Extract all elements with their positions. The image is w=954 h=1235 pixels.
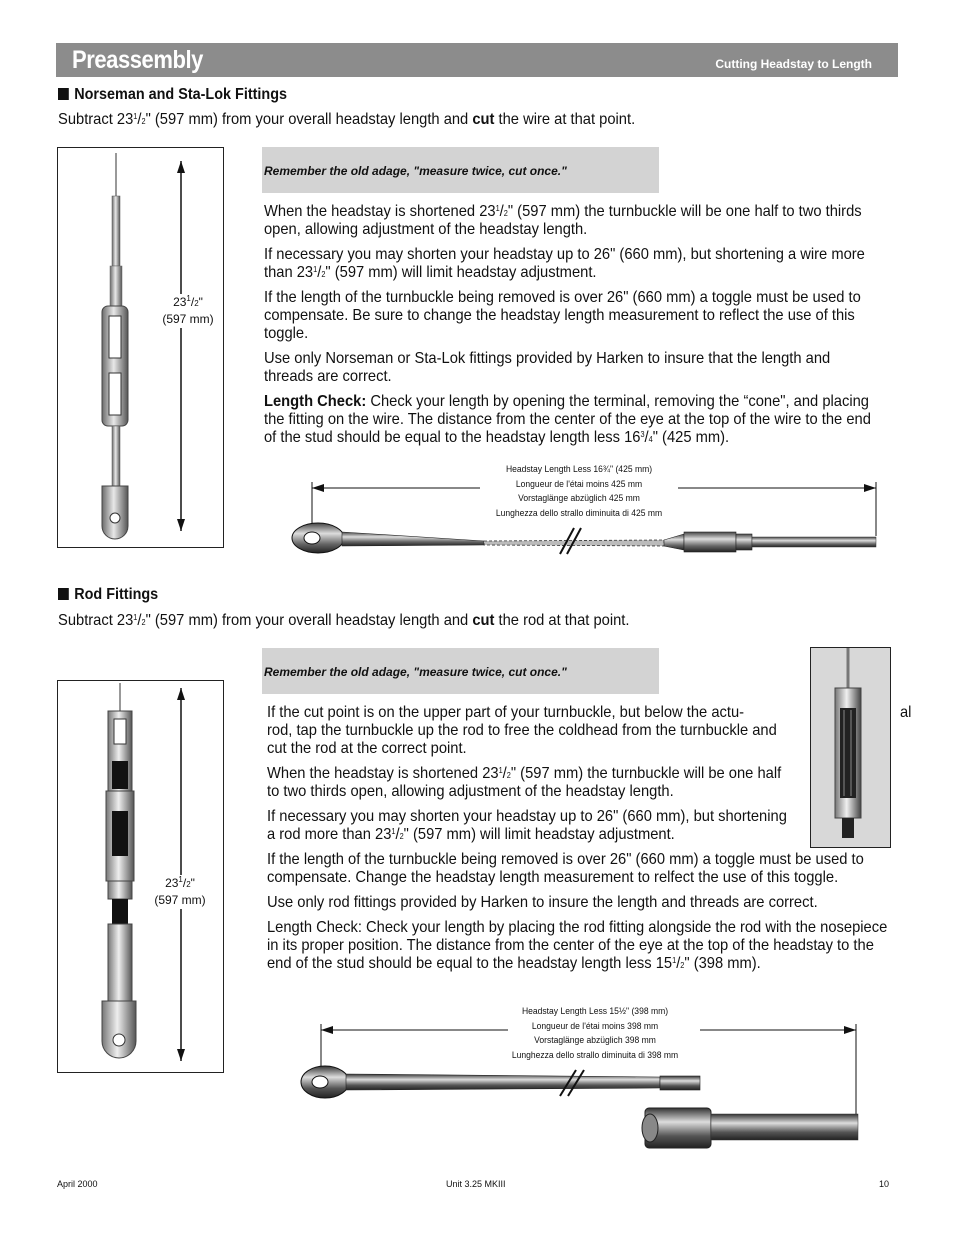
photo2-dimension-label: $23^1/2$" (597 mm) (150, 875, 210, 909)
section2-paragraph-2: When the headstay is shortened $23^1/2$" (597 mm) the turnbuckle will be one half to two thirds open, allowing adjustment of the headstay length. (267, 765, 782, 800)
footer-date: April 2000 (57, 1179, 98, 1189)
photo1-dimension-label: $23^1/2$" (597 mm) (158, 294, 218, 328)
rod-length-diagram (300, 1004, 865, 1154)
section2-paragraph-6: Length Check: Check your length by placing the rod fitting alongside the rod with the nosepiece in its proper position. The distance from the center of the eye at the top of the headstay to the end of the stud should be equal to the headstay length less $15^1/2$" (398 mm). (267, 919, 888, 972)
section2-body (267, 704, 912, 980)
rod-diagram-labels: Headstay Length Less 15½" (398 mm) Longueur de l'étai moins 398 mm Vorstaglänge abzüglich 398 mm Lunghezza dello strallo diminuita di 398 mm (511, 1006, 679, 1060)
header-bar (56, 43, 898, 77)
bullet-square-icon (58, 588, 69, 600)
section1-paragraph-1: When the headstay is shortened $23^1/2$" (597 mm) the turnbuckle will be one half to two thirds open, allowing adjustment of the headstay length. (264, 203, 862, 238)
section1-paragraph-5: Length Check: Check your length by opening the terminal, removing the “cone", and placing the fitting on the wire. The distance from the center of the eye at the top of the wire to the end of the stud should be equal to the headstay length less $16^3/4$" (425 mm). (264, 393, 871, 446)
page-subtitle: Cutting Headstay to Length (715, 57, 872, 71)
turnbuckle-photo-wire (57, 147, 224, 548)
wire-diagram-drawing (284, 462, 884, 558)
turnbuckle-photo-rod (57, 680, 224, 1073)
section2-intro: Subtract $23^1/2$" (597 mm) from your overall headstay length and cut the rod at that point. (58, 612, 630, 629)
section1-body (264, 203, 882, 454)
turnbuckle-wire-illustration (58, 148, 223, 547)
section2-paragraph-4: If the length of the turnbuckle being removed is over 26" (660 mm) a toggle must be used to compensate. Change the headstay length measurement to relfect the use of this toggle. (267, 851, 864, 886)
section1-paragraph-3: If the length of the turnbuckle being removed is over 26" (660 mm) a toggle must be used to compensate. Be sure to change the headstay length measurement to reflect the use of this toggle. (264, 289, 861, 342)
note-text-2: Remember the old adage, "measure twice, cut once." (264, 665, 567, 679)
section1-paragraph-4: Use only Norseman or Sta-Lok fittings provided by Harken to insure that the length and threads are correct. (264, 350, 831, 385)
page-title: Preassembly (72, 46, 203, 74)
page-number: 10 (879, 1179, 890, 1189)
section2-paragraph-5: Use only rod fittings provided by Harken to insure the length and threads are correct. (267, 894, 818, 911)
section1-intro: Subtract $23^1/2$" (597 mm) from your overall headstay length and cut the wire at that point. (58, 111, 636, 128)
bullet-square-icon (58, 88, 69, 100)
note-box-2 (262, 648, 659, 694)
note-box-1 (262, 147, 659, 193)
section1-paragraph-2: If necessary you may shorten your headstay up to 26" (660 mm), but shortening a wire more than $23^1/2$" (597 mm) will limit headstay adjustment. (264, 246, 865, 281)
wire-diagram-labels: Headstay Length Less 16¾" (425 mm) Longueur de l'étai moins 425 mm Vorstaglänge abzüglich 425 mm Lunghezza dello strallo diminuita di 425 mm (495, 464, 663, 518)
wire-length-diagram (284, 462, 884, 558)
note-text-1: Remember the old adage, "measure twice, cut once." (264, 164, 567, 178)
section2-paragraph-3: If necessary you may shorten your headstay up to 26" (660 mm), but shortening a rod more than $23^1/2$" (597 mm) will limit headstay adjustment. (267, 808, 787, 843)
footer-unit: Unit 3.25 MKIII (446, 1179, 506, 1189)
section-heading-norseman: Norseman and Sta-Lok Fittings (58, 86, 287, 104)
rod-diagram-drawing (300, 1004, 865, 1154)
section-heading-rod: Rod Fittings (58, 586, 158, 604)
section2-paragraph-1: If the cut point is on the upper part of your turnbuckle, but below the actu- al rod, tap the turnbuckle up the rod to free the coldhead from the turnbuckle and cut the rod at the correct point. (267, 704, 912, 757)
